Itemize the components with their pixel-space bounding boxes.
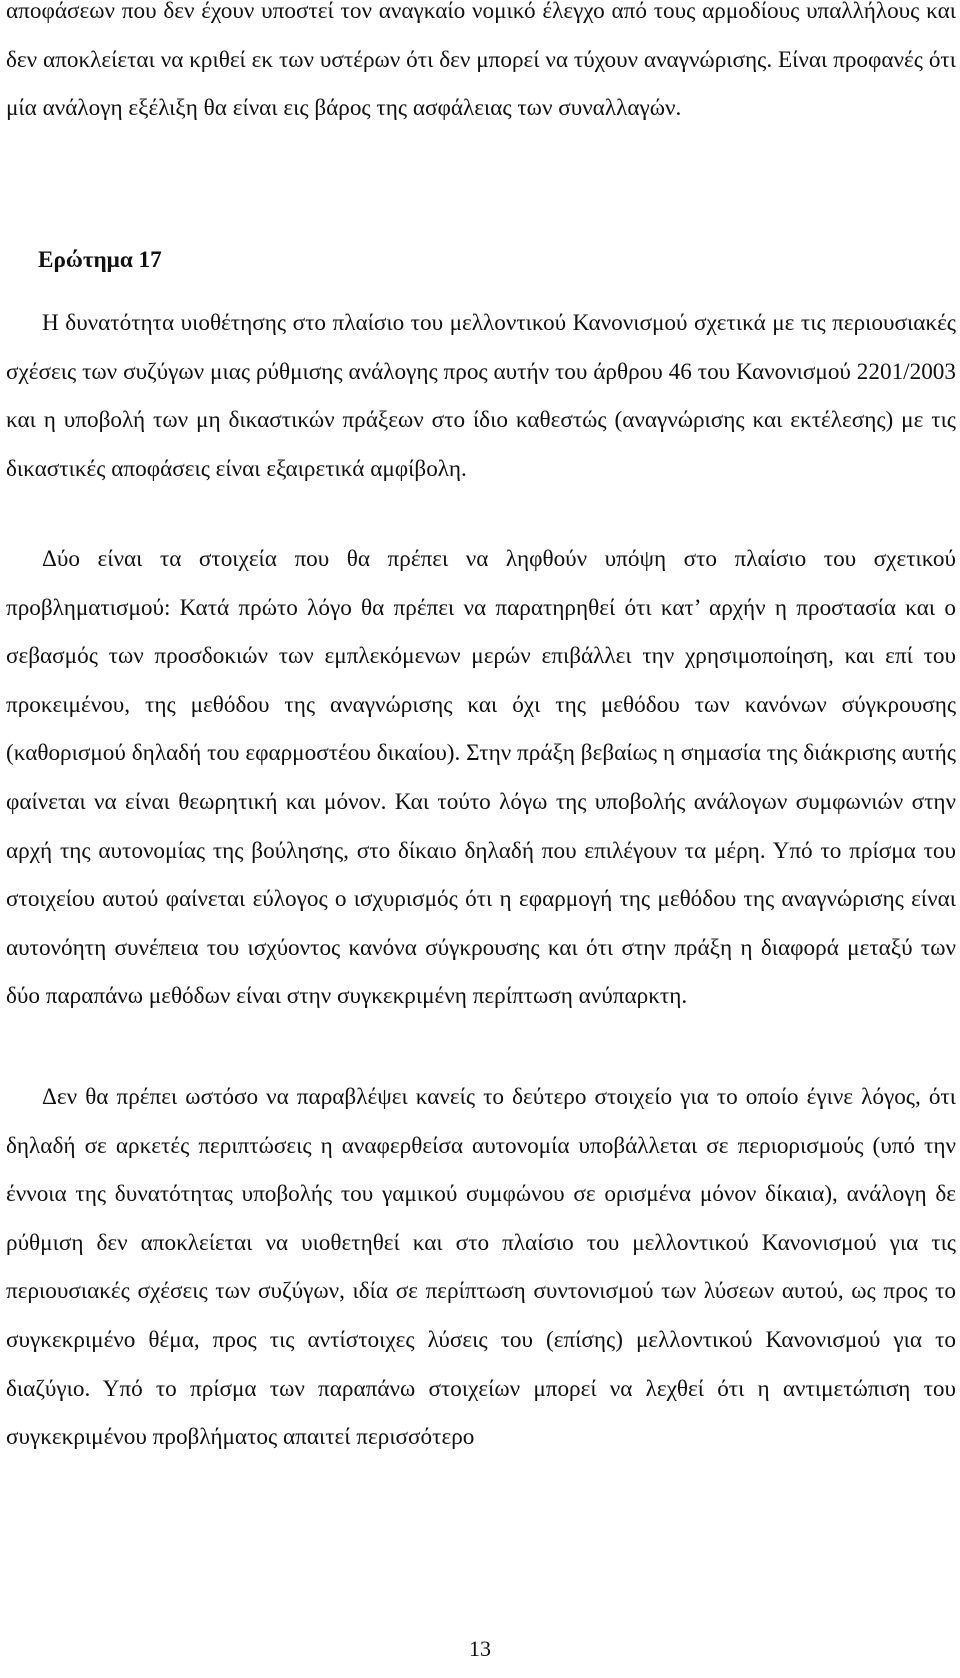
paragraph-two-elements: Δύο είναι τα στοιχεία που θα πρέπει να ληφθούν υπόψη στο πλαίσιο του σχετικού προβληματισμού: Κατά πρώτο λόγο θα πρέπει να παρατηρηθεί ότι κατ’ αρχήν η προστασία και ο σεβασμός των προσδοκιών των εμπλεκόμενων μερών επιβάλλει την χρησιμοποίηση, και επί του προκειμένου, της μεθόδου της αναγνώρισης και όχι της μεθόδου των κανόνων σύγκρουσης (καθορισμού δηλαδή του εφαρμοστέου δικαίου). Στην πράξη βεβαίως η σημασία της διάκρισης αυτής φαίνεται να είναι θεωρητική και μόνον. Και τούτο λόγω της υποβολής ανάλογων συμφωνιών στην αρχή της αυτονομίας της βούλησης, στο δίκαιο δηλαδή που επιλέγουν τα μέρη. Υπό το πρίσμα του στοιχείου αυτού φαίνεται εύλογος ο ισχυρισμός ότι η εφαρμογή της μεθόδου της αναγνώρισης είναι αυτονόητη συνέπεια του ισχύοντος κανόνα σύγκρουσης και ότι στην πράξη η διαφορά μεταξύ των δύο παραπάνω μεθόδων είναι στην συγκεκριμένη περίπτωση ανύπαρκτη. [6,546,956,1010]
page-number: 13 [469,1636,491,1661]
paragraph-second-element: Δεν θα πρέπει ωστόσο να παραβλέψει κανείς το δεύτερο στοιχείο για το οποίο έγινε λόγος, ότι δηλαδή σε αρκετές περιπτώσεις η αναφερθείσα αυτονομία υποβάλλεται σε περιορισμούς (υπό την έννοια της δυνατότητας υποβολής του γαμικού συμφώνου σε ορισμένα μόνον δίκαια), ανάλογη δε ρύθμιση δεν αποκλείεται να υιοθετηθεί και στο πλαίσιο του μελλοντικού Κανονισμού για τις περιουσιακές σχέσεις των συζύγων, ιδία σε περίπτωση συντονισμού των λύσεων αυτού, ως προς το συγκεκριμένο θέμα, προς τις αντίστοιχες λύσεις του (επίσης) μελλοντικού Κανονισμού για το διαζύγιο. Υπό το πρίσμα των παραπάνω στοιχείων μπορεί να λεχθεί ότι η αντιμετώπιση του συγκεκριμένου προβλήματος απαιτεί περισσότερο [6,1084,956,1451]
intro-paragraph: αποφάσεων που δεν έχουν υποστεί τον αναγκαίο νομικό έλεγχο από τους αρμοδίους υπαλλήλους και δεν αποκλείεται να κριθεί εκ των υστέρων ότι δεν μπορεί να τύχουν αναγνώρισης. Είναι προφανές ότι μία ανάλογη εξέλιξη θα είναι εις βάρος της ασφάλειας των συναλλαγών. [6,0,956,122]
paragraph-question-17: Η δυνατότητα υιοθέτησης στο πλαίσιο του μελλοντικού Κανονισμού σχετικά με τις περιουσιακές σχέσεις των συζύγων μιας ρύθμισης ανάλογης προς αυτήν του άρθρου 46 του Κανονισμού 2201/2003 και η υποβολή των μη δικαστικών πράξεων στο ίδιο καθεστώς (αναγνώρισης και εκτέλεσης) με τις δικαστικές αποφάσεις είναι εξαιρετικά αμφίβολη. [6,310,956,482]
section-heading: Ερώτημα 17 [38,247,162,273]
